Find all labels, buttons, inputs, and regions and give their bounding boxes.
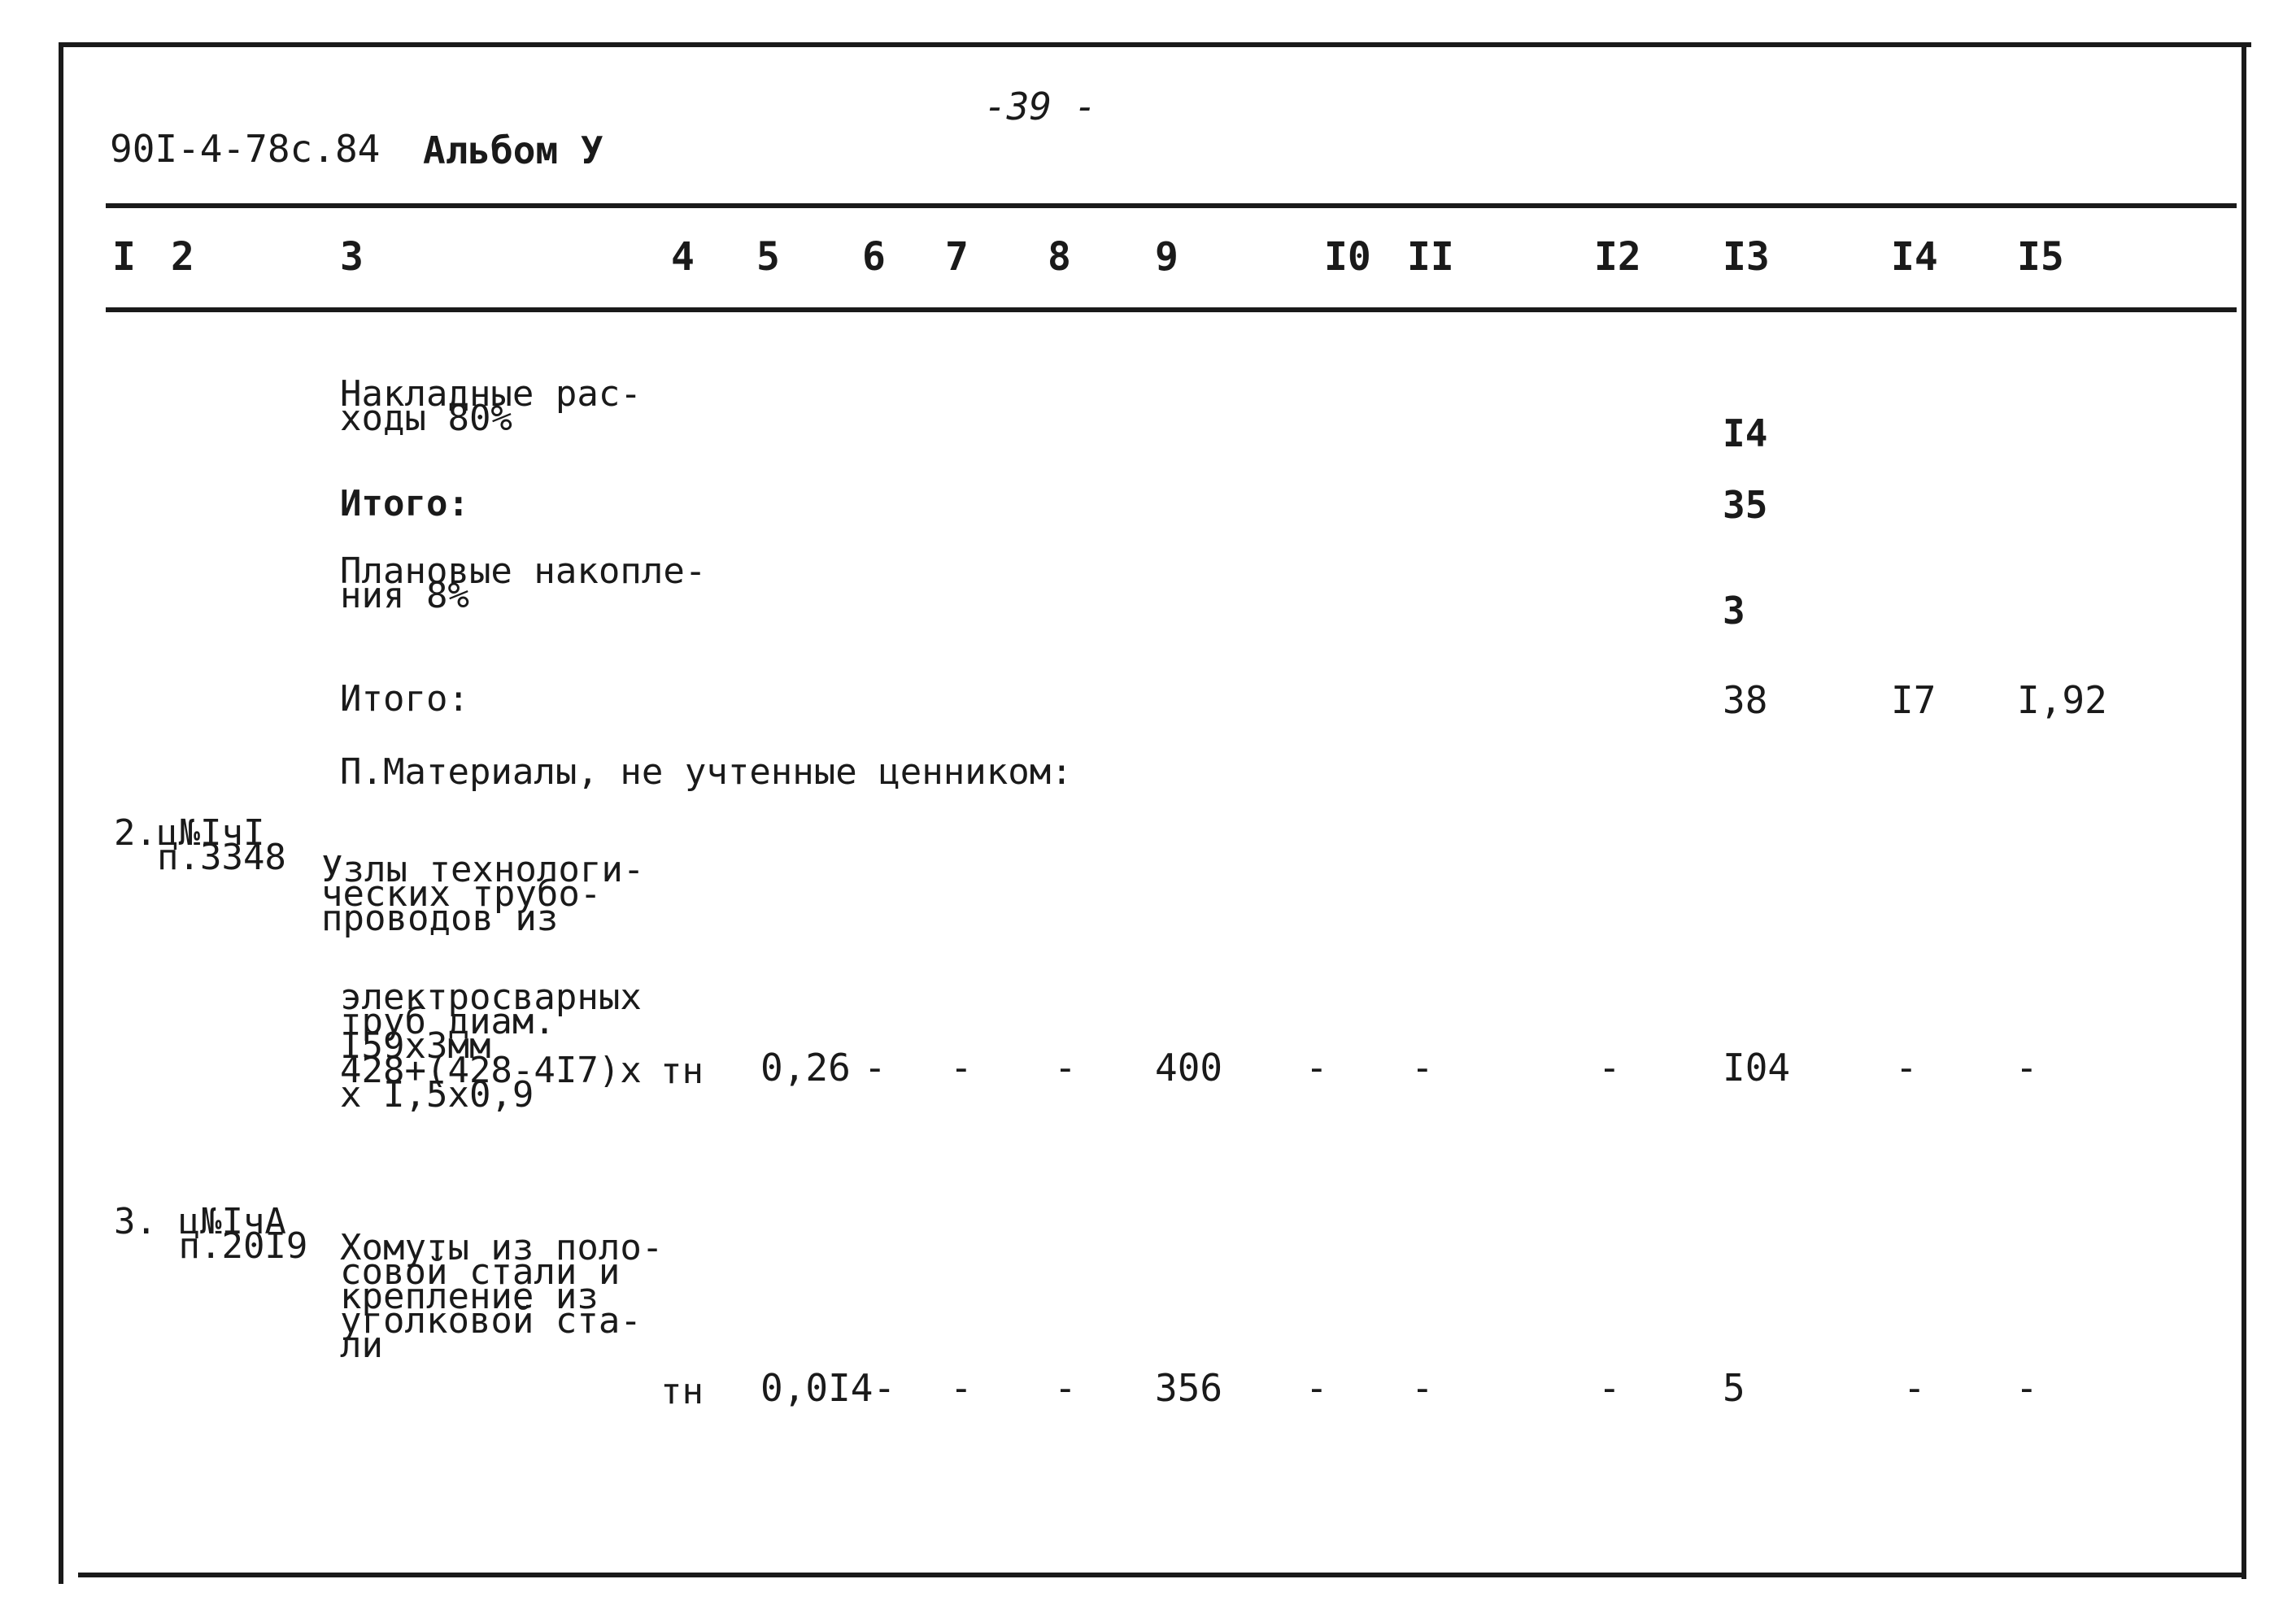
col-10: I0	[1324, 234, 1371, 280]
planned-value: 3	[1723, 589, 1745, 633]
item3-ref: 3. ц№IчА п.20I9	[114, 1201, 308, 1267]
col-11: II	[1407, 234, 1454, 280]
doc-code: 90I-4-78с.84	[110, 127, 381, 171]
item3-c12: -	[1598, 1366, 1621, 1410]
total2-value-14: I7	[1891, 678, 1937, 722]
item3-total: 5	[1723, 1366, 1745, 1410]
overhead-label: Накладные рас- ходы 80%	[340, 373, 642, 439]
overhead-value: I4	[1723, 411, 1768, 455]
total1-label: Итого:	[340, 483, 469, 524]
item3-unit: тн	[660, 1371, 704, 1412]
item2-c12: -	[1598, 1046, 1621, 1090]
item2-c14: -	[1895, 1046, 1918, 1090]
item2-desc-a: Узлы технологи- ческих трубо- проводов из	[321, 849, 645, 939]
col-2: 2	[171, 234, 194, 280]
item3-c10: -	[1305, 1366, 1328, 1410]
col-9: 9	[1155, 234, 1178, 280]
col-14: I4	[1891, 234, 1938, 280]
planned-label: Плановые накопле- ния 8%	[340, 550, 707, 616]
item2-ref: 2.ц№IчI п.3348	[114, 812, 286, 878]
item2-c10: -	[1305, 1046, 1328, 1090]
col-13: I3	[1723, 234, 1770, 280]
total1-value: 35	[1723, 483, 1768, 527]
col-3: 3	[340, 234, 364, 280]
item2-qty: 0,26	[760, 1046, 851, 1090]
item2-c8: -	[1054, 1046, 1077, 1090]
album-label: Альбом У	[423, 128, 603, 172]
item3-c7: -	[950, 1366, 973, 1410]
item3-c8: -	[1054, 1366, 1077, 1410]
col-7: 7	[945, 234, 969, 280]
item2-total: I04	[1723, 1046, 1791, 1090]
col-5: 5	[756, 234, 780, 280]
item2-unit: тн	[660, 1051, 704, 1092]
section-heading: П.Материалы, не учтенные ценником:	[340, 751, 1073, 793]
header-rule-bottom	[106, 307, 2237, 312]
header-rule-top	[106, 203, 2237, 208]
page-frame-right	[2242, 42, 2246, 1579]
col-1: I	[112, 234, 136, 280]
item3-price: 356	[1155, 1366, 1223, 1410]
total2-value-13: 38	[1723, 678, 1768, 722]
item2-desc-b: электросварных труб диам. I59х3мм 428+(428-4I7)х х I,5х0,9	[340, 977, 642, 1116]
item3-c15: -	[2015, 1366, 2038, 1410]
item3-c11: -	[1411, 1366, 1434, 1410]
item3-c14: -	[1903, 1366, 1926, 1410]
page-number: -39 -	[984, 85, 1097, 128]
item2-c15: -	[2015, 1046, 2038, 1090]
col-12: I2	[1594, 234, 1641, 280]
page-frame-bottom	[78, 1573, 2246, 1577]
total2-label: Итого:	[340, 678, 469, 720]
item2-c6: -	[864, 1046, 887, 1090]
col-8: 8	[1048, 234, 1071, 280]
col-6: 6	[862, 234, 886, 280]
col-15: I5	[2017, 234, 2064, 280]
item2-c7: -	[950, 1046, 973, 1090]
item2-price: 400	[1155, 1046, 1223, 1090]
col-4: 4	[671, 234, 695, 280]
item3-desc: Хомуты из поло- совой стали и крепление из уголковой ста- ли	[340, 1227, 664, 1366]
item3-qty: 0,0I4-	[760, 1366, 896, 1410]
item2-c11: -	[1411, 1046, 1434, 1090]
total2-value-15: I,92	[2017, 678, 2107, 722]
